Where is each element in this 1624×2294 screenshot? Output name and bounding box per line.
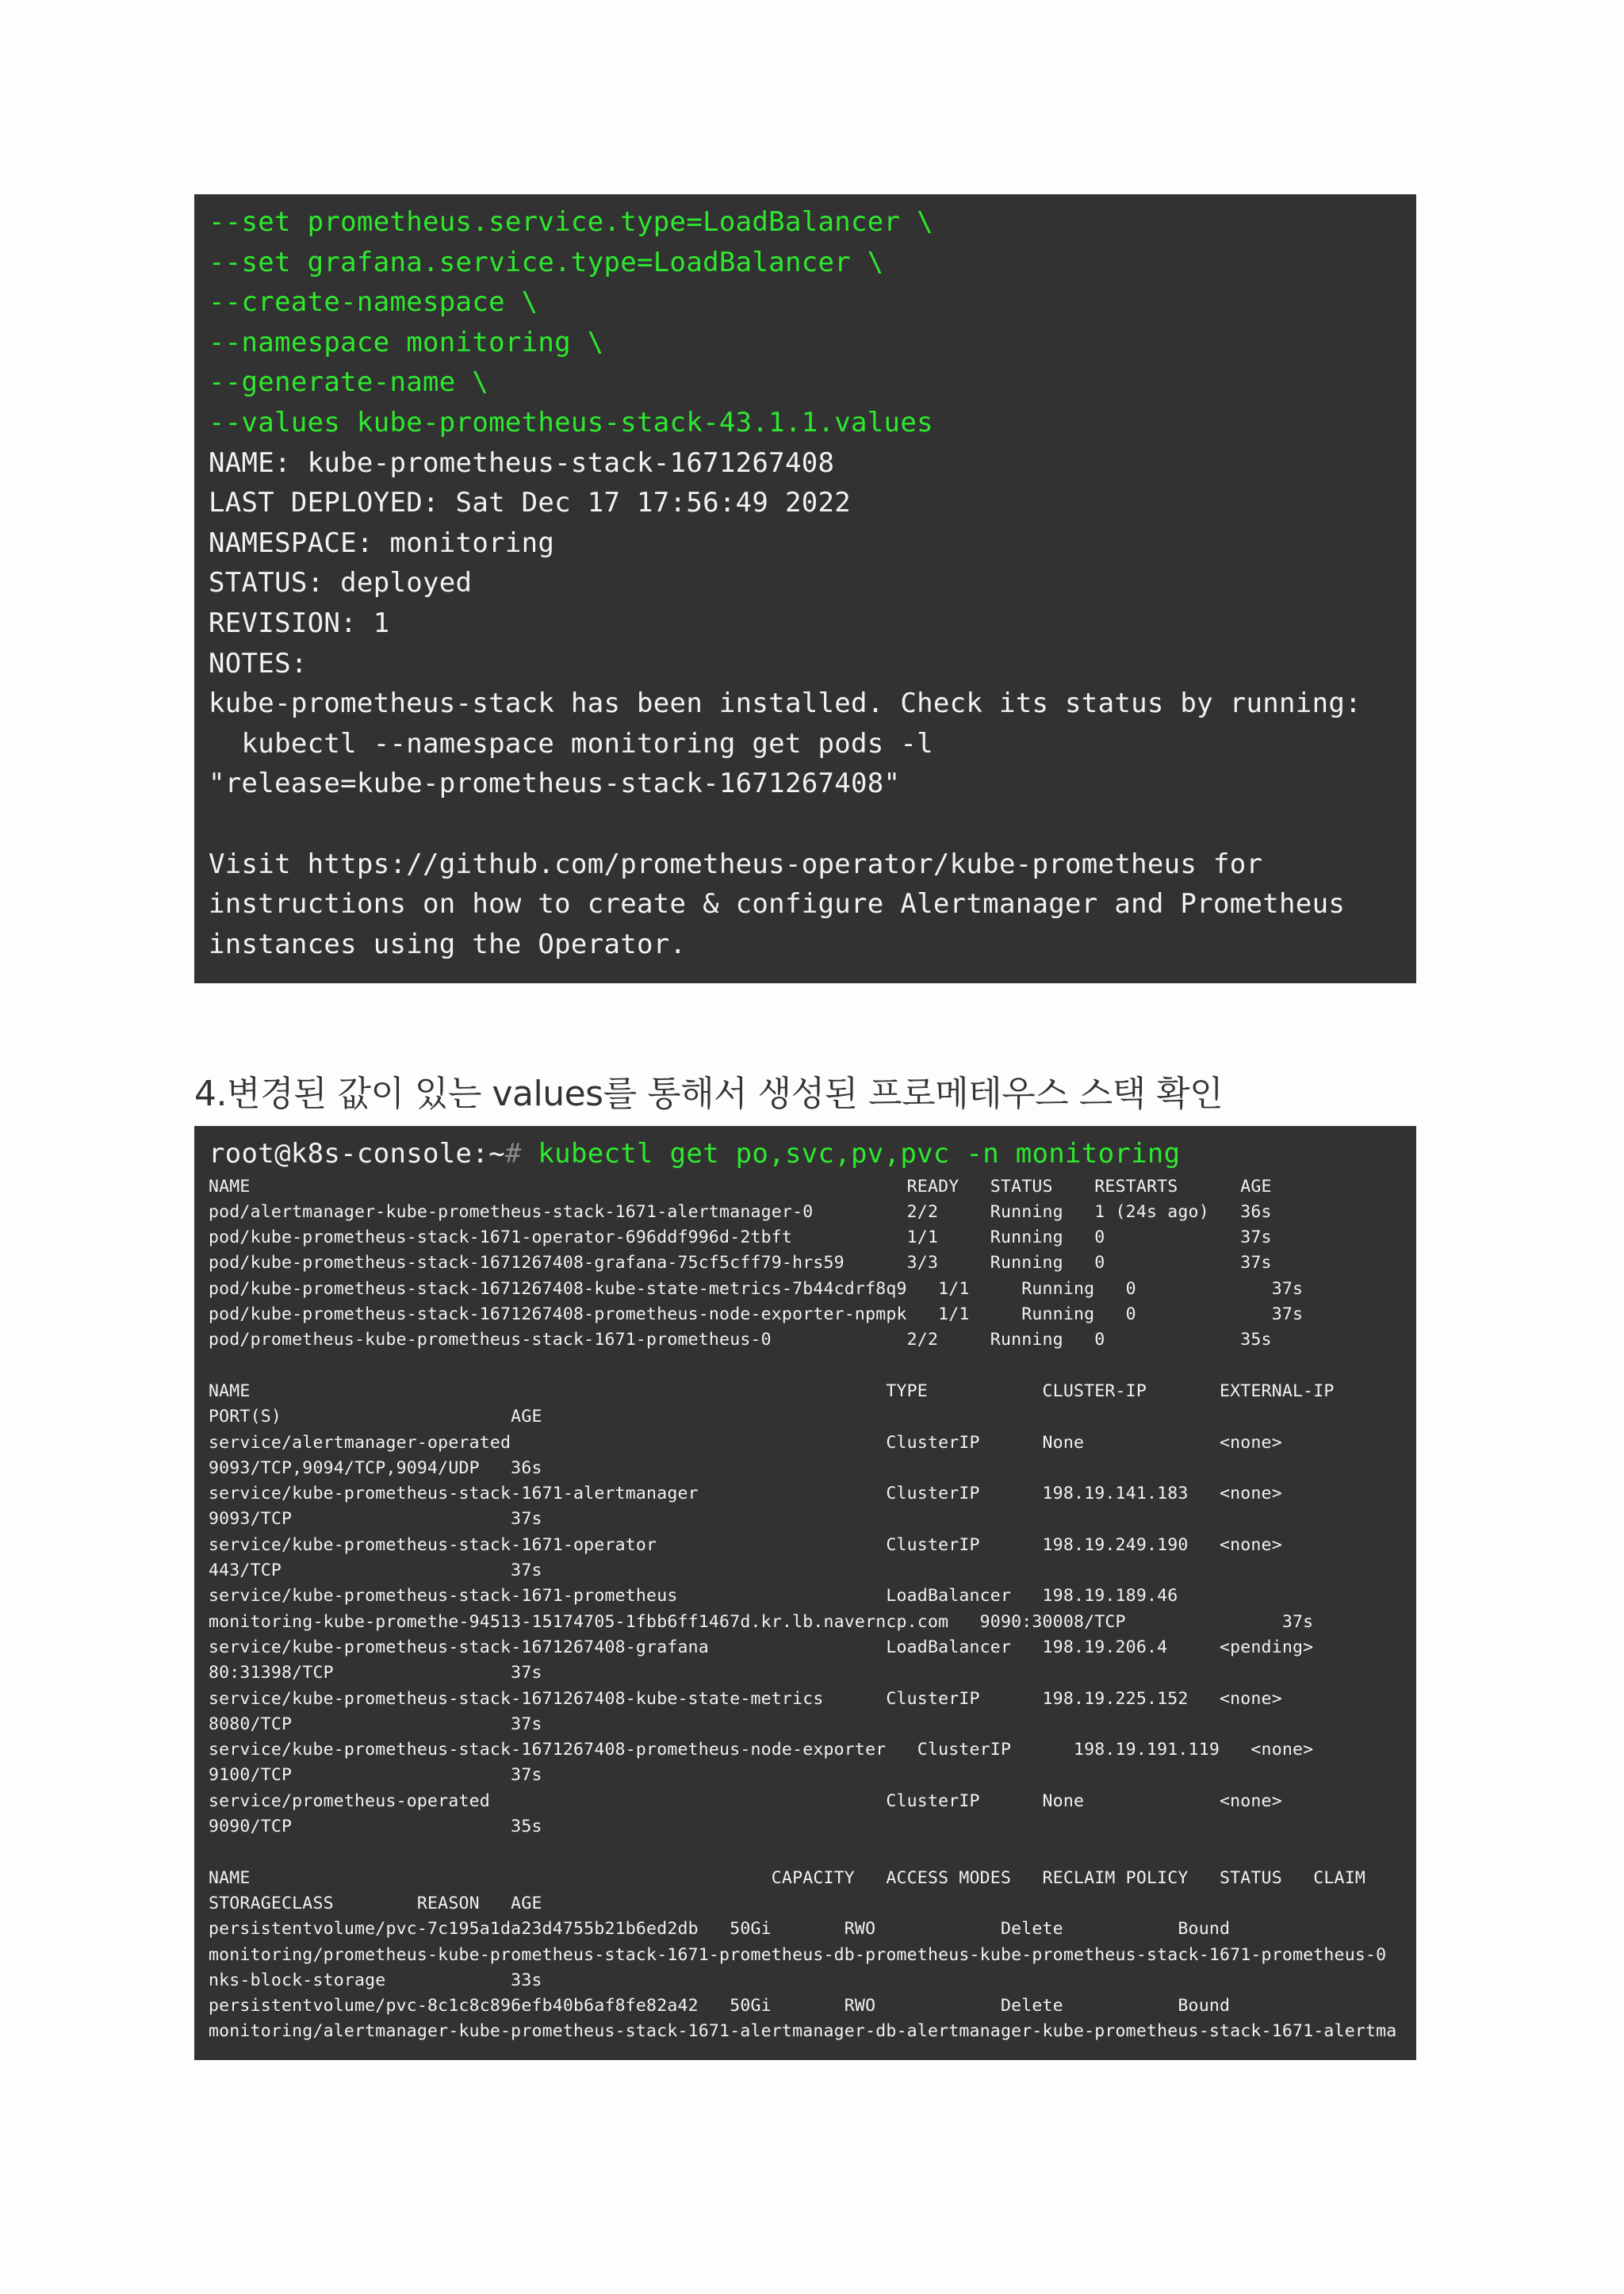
output-line: persistentvolume/pvc-7c195a1da23d4755b21b6ed2db 50Gi RWO Delete Bound (209, 1919, 1231, 1940)
output-line: kube-prometheus-stack has been installed. Check its status by running: (209, 687, 1362, 720)
output-line: service/alertmanager-operated ClusterIP None <none> (209, 1432, 1282, 1453)
command-line: --values kube-prometheus-stack-43.1.1.values (209, 406, 933, 439)
output-line: instances using the Operator. (209, 928, 687, 960)
output-line (209, 1840, 1416, 1865)
output-line: pod/kube-prometheus-stack-1671267408-kube-state-metrics-7b44cdrf8q9 1/1 Running 0 37s (209, 1278, 1304, 1299)
output-line: 8080/TCP 37s (209, 1714, 542, 1734)
output-line: nks-block-storage 33s (209, 1970, 542, 1990)
output-line: pod/kube-prometheus-stack-1671267408-grafana-75cf5cff79-hrs59 3/3 Running 0 37s (209, 1253, 1272, 1273)
output-line: service/kube-prometheus-stack-1671267408-kube-state-metrics ClusterIP 198.19.225.152 <none> (209, 1688, 1282, 1709)
output-line: 443/TCP 37s (209, 1561, 542, 1581)
output-line: "release=kube-prometheus-stack-1671267408" (209, 768, 901, 800)
helm-install-terminal (194, 194, 1416, 983)
command-line: --generate-name \ (209, 366, 489, 399)
output-line: PORT(S) AGE (209, 1407, 542, 1427)
output-line: pod/alertmanager-kube-prometheus-stack-1671-alertmanager-0 2/2 Running 1 (24s ago) 36s (209, 1201, 1272, 1222)
helm-install-output (209, 202, 1416, 964)
output-line: pod/kube-prometheus-stack-1671267408-prometheus-node-exporter-npmpk 1/1 Running 0 37s (209, 1304, 1304, 1325)
output-line: kubectl --namespace monitoring get pods -l (209, 727, 933, 760)
kubectl-get-terminal (194, 1126, 1416, 2060)
output-line: 9100/TCP 37s (209, 1765, 542, 1786)
output-line: 9090/TCP 35s (209, 1817, 542, 1837)
output-line: NAME: kube-prometheus-stack-1671267408 (209, 446, 835, 479)
output-line: NOTES: (209, 647, 308, 680)
command-line: --create-namespace \ (209, 286, 538, 319)
command-line: --set prometheus.service.type=LoadBalancer \ (209, 206, 933, 238)
output-line: instructions on how to create & configure Alertmanager and Prometheus (209, 888, 1346, 921)
output-line: pod/kube-prometheus-stack-1671-operator-696ddf996d-2tbft 1/1 Running 0 37s (209, 1227, 1272, 1248)
output-line: STORAGECLASS REASON AGE (209, 1893, 542, 1913)
output-line: service/kube-prometheus-stack-1671267408-prometheus-node-exporter ClusterIP 198.19.191.119 <none> (209, 1740, 1314, 1760)
output-line: service/kube-prometheus-stack-1671-prometheus LoadBalancer 198.19.189.46 (209, 1586, 1178, 1607)
output-line: Visit https://github.com/prometheus-operator/kube-prometheus for (209, 848, 1263, 880)
output-line: NAME READY STATUS RESTARTS AGE (209, 1176, 1272, 1197)
output-line: monitoring/alertmanager-kube-prometheus-stack-1671-alertmanager-db-alertmanager-kube-prometheus-stack-1671-alertma (209, 2021, 1397, 2042)
prompt-user: root@k8s-console:~ (209, 1138, 505, 1170)
output-line (209, 1354, 1416, 1379)
command-line: --set grafana.service.type=LoadBalancer \ (209, 246, 884, 278)
output-line: NAMESPACE: monitoring (209, 527, 555, 559)
output-line: pod/prometheus-kube-prometheus-stack-1671-prometheus-0 2/2 Running 0 35s (209, 1330, 1272, 1350)
output-line: service/kube-prometheus-stack-1671267408-grafana LoadBalancer 198.19.206.4 <pending> (209, 1637, 1314, 1657)
output-line: NAME CAPACITY ACCESS MODES RECLAIM POLICY STATUS CLAIM (209, 1867, 1365, 1888)
output-line: 9093/TCP 37s (209, 1509, 542, 1530)
command-line: --namespace monitoring \ (209, 326, 604, 358)
output-line: service/kube-prometheus-stack-1671-operator ClusterIP 198.19.249.190 <none> (209, 1534, 1282, 1555)
output-line: 9093/TCP,9094/TCP,9094/UDP 36s (209, 1457, 542, 1478)
output-line: NAME TYPE CLUSTER-IP EXTERNAL-IP (209, 1381, 1335, 1401)
output-line: monitoring/prometheus-kube-prometheus-stack-1671-prometheus-db-prometheus-kube-prometheus-stack-1671-prometheus-0 (209, 1944, 1387, 1965)
output-line: persistentvolume/pvc-8c1c8c896efb40b6af8fe82a42 50Gi RWO Delete Bound (209, 1996, 1231, 2016)
output-line: service/kube-prometheus-stack-1671-alertmanager ClusterIP 198.19.141.183 <none> (209, 1484, 1282, 1504)
output-line: monitoring-kube-promethe-94513-15174705-1fbb6ff1467d.kr.lb.naverncp.com 9090:30008/TCP 37s (209, 1611, 1314, 1632)
output-line: STATUS: deployed (209, 567, 473, 599)
prompt-hash: # (504, 1138, 538, 1170)
section-heading: 4.변경된 값이 있는 values를 통해서 생성된 프로메테우스 스택 확인 (194, 1074, 1224, 1114)
output-line: 80:31398/TCP 37s (209, 1663, 542, 1683)
output-line: LAST DEPLOYED: Sat Dec 17 17:56:49 2022 (209, 487, 852, 519)
output-line: service/prometheus-operated ClusterIP None <none> (209, 1790, 1282, 1811)
output-line: REVISION: 1 (209, 607, 390, 639)
kubectl-command: kubectl get po,svc,pv,pvc -n monitoring (538, 1138, 1181, 1170)
output-line (209, 804, 1416, 844)
prompt-line (209, 1134, 1416, 1174)
kubectl-get-output (209, 1174, 1416, 2045)
